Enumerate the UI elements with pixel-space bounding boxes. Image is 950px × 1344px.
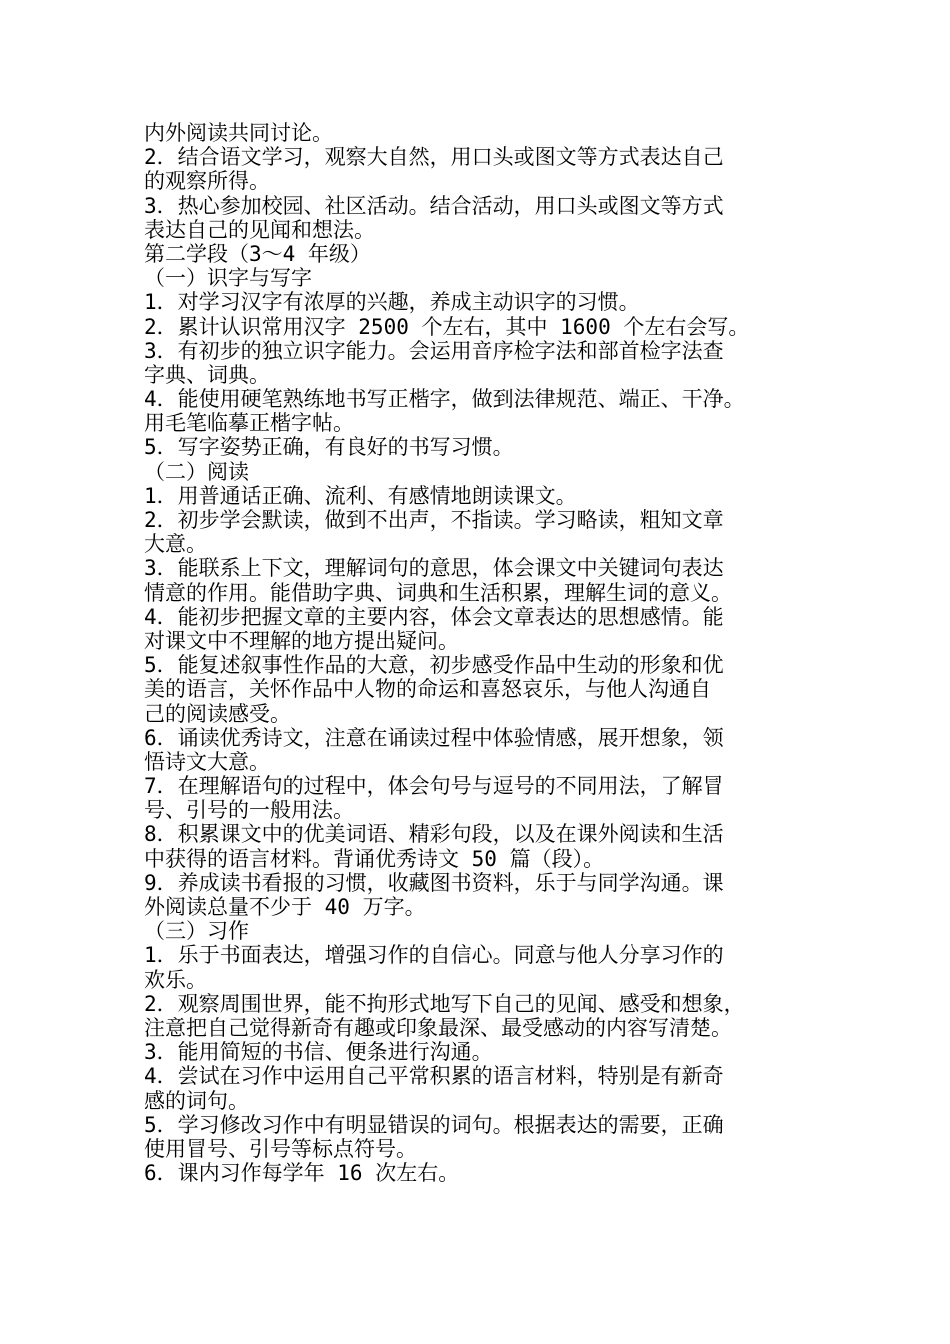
text-line: 6．课内习作每学年 16 次左右。 [144, 1161, 460, 1186]
text-line: 4．能使用硬笔熟练地书写正楷字，做到法律规范、端正、干净。 [144, 387, 745, 412]
text-line: 注意把自己觉得新奇有趣或印象最深、最受感动的内容写清楚。 [144, 1015, 732, 1040]
text-line: 3．热心参加校园、社区活动。结合活动，用口头或图文等方式 [144, 193, 724, 218]
text-line: 2．观察周围世界，能不拘形式地写下自己的见闻、感受和想象， [144, 991, 745, 1016]
text-line: 号、引号的一般用法。 [144, 798, 354, 823]
text-line: 悟诗文大意。 [144, 749, 270, 774]
text-line: 4．尝试在习作中运用自己平常积累的语言材料，特别是有新奇 [144, 1064, 724, 1089]
text-line: 8．积累课文中的优美词语、精彩句段，以及在课外阅读和生活 [144, 822, 724, 847]
text-line: 对课文中不理解的地方提出疑问。 [144, 628, 459, 653]
text-line: 2．累计认识常用汉字 2500 个左右，其中 1600 个左右会写。 [144, 314, 750, 339]
text-line: 3．有初步的独立识字能力。会运用音序检字法和部首检字法查 [144, 338, 724, 363]
text-line: 3．能用简短的书信、便条进行沟通。 [144, 1040, 493, 1065]
text-line: 1．用普通话正确、流利、有感情地朗读课文。 [144, 483, 577, 508]
text-line: 2．初步学会默读，做到不出声，不指读。学习略读，粗知文章 [144, 508, 724, 532]
text-line: 5．能复述叙事性作品的大意，初步感受作品中生动的形象和优 [144, 653, 724, 678]
text-line: 美的语言，关怀作品中人物的命运和喜怒哀乐，与他人沟通自 [144, 677, 711, 702]
text-line: 使用冒号、引号等标点符号。 [144, 1136, 417, 1161]
subsection-heading: （三）习作 [144, 919, 249, 944]
text-line: 大意。 [144, 532, 207, 557]
text-line: 中获得的语言材料。背诵优秀诗文 50 篇（段）。 [144, 846, 605, 871]
text-line: 内外阅读共同讨论。 [144, 121, 333, 145]
text-line: 9．养成读书看报的习惯，收藏图书资料，乐于与同学沟通。课 [144, 870, 724, 895]
section-heading: 第二学段（3～4 年级） [144, 241, 371, 266]
text-line: 表达自己的见闻和想法。 [144, 217, 375, 242]
text-line: 用毛笔临摹正楷字帖。 [144, 411, 354, 436]
text-line: 5．写字姿势正确，有良好的书写习惯。 [144, 435, 514, 460]
subsection-heading: （二）阅读 [144, 459, 249, 484]
text-line: 1．对学习汉字有浓厚的兴趣，养成主动识字的习惯。 [144, 290, 640, 315]
text-line: 己的阅读感受。 [144, 701, 291, 726]
subsection-heading: （一）识字与写字 [144, 266, 312, 291]
text-line: 外阅读总量不少于 40 万字。 [144, 895, 426, 919]
text-line: 2．结合语文学习，观察大自然，用口头或图文等方式表达自己 [144, 145, 724, 170]
text-line: 3．能联系上下文，理解词句的意思，体会课文中关键词句表达 [144, 556, 724, 581]
text-line: 字典、词典。 [144, 362, 270, 387]
text-line: 4．能初步把握文章的主要内容，体会文章表达的思想感情。能 [144, 604, 724, 629]
text-line: 的观察所得。 [144, 169, 270, 194]
text-line: 1．乐于书面表达，增强习作的自信心。同意与他人分享习作的 [144, 943, 724, 968]
text-line: 7．在理解语句的过程中，体会句号与逗号的不同用法，了解冒 [144, 774, 724, 799]
text-line: 情意的作用。能借助字典、词典和生活积累，理解生词的意义。 [144, 580, 732, 605]
text-line: 6．诵读优秀诗文，注意在诵读过程中体验情感，展开想象，领 [144, 725, 724, 750]
document-body [144, 121, 824, 1185]
text-line: 欢乐。 [144, 967, 207, 992]
text-line: 5．学习修改习作中有明显错误的词句。根据表达的需要，正确 [144, 1112, 724, 1137]
text-line: 感的词句。 [144, 1088, 249, 1113]
